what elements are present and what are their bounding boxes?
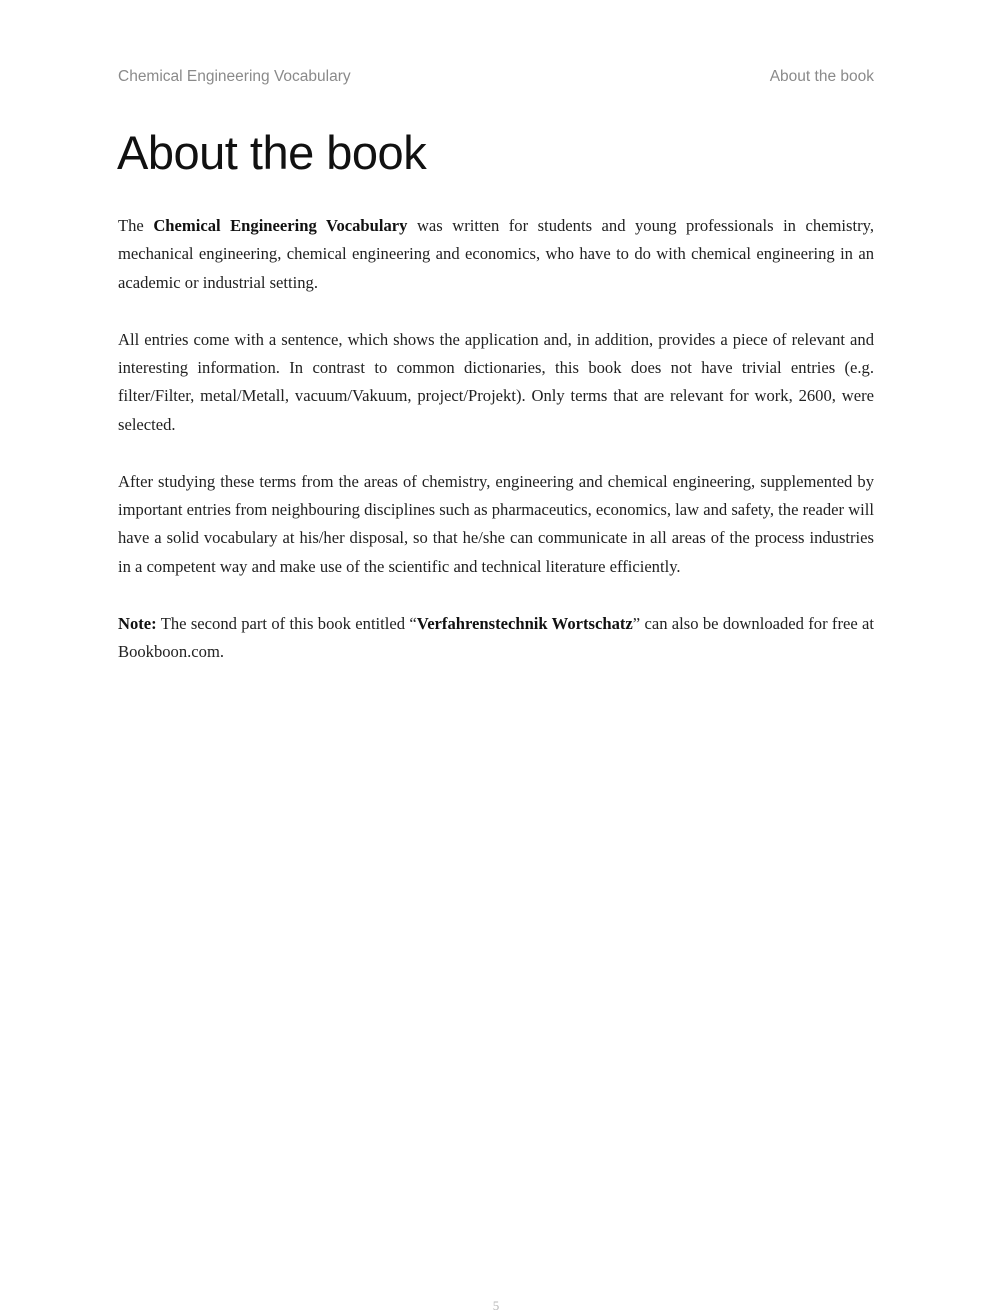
header-section-title: About the book bbox=[769, 68, 874, 85]
paragraph-entries: All entries come with a sentence, which shows the application and, in addition, provides a piece of relevant and interesting information. In contrast to common dictionaries, this book does not have trivial entries (e.g. filter/Filter, metal/Metall, vacuum/Vakuum, project/Projekt). Only terms that are relevant for work, 2600, were selected. bbox=[118, 329, 874, 434]
note-second-book-title: Verfahrenstechnik Wortschatz bbox=[416, 613, 633, 633]
p1-rest: was written for students and young professionals in chemistry, mechanical engineering, chemical engineering and economics, who have to do with chemical engineering in an academic or industrial setting. bbox=[118, 216, 874, 292]
paragraph-study: After studying these terms from the areas of chemistry, engineering and chemical engineering, supplemented by important entries from neighbouring disciplines such as pharmaceutics, economics, law and safety, the reader will have a solid vocabulary at his/her disposal, so that he/she can communicate in all areas of the process industries in a competent way and make use of the scientific and technical literature efficiently. bbox=[118, 471, 875, 576]
body-text bbox=[118, 212, 874, 695]
note-label: Note: bbox=[118, 613, 157, 633]
p1-intro: The bbox=[118, 216, 154, 235]
running-header bbox=[118, 68, 874, 92]
p1-book-title: Chemical Engineering Vocabulary bbox=[153, 216, 408, 235]
paragraph-intro bbox=[118, 212, 874, 297]
page-title: About the book bbox=[117, 126, 427, 179]
page-number: 5 bbox=[492, 1298, 500, 1313]
note-text-1: The second part of this book entitled “ bbox=[156, 613, 417, 633]
header-book-title: Chemical Engineering Vocabulary bbox=[118, 68, 351, 85]
note-text-2: ” can also be downloaded for free at Bookboon.com. bbox=[118, 613, 874, 662]
paragraph-note bbox=[118, 610, 874, 667]
